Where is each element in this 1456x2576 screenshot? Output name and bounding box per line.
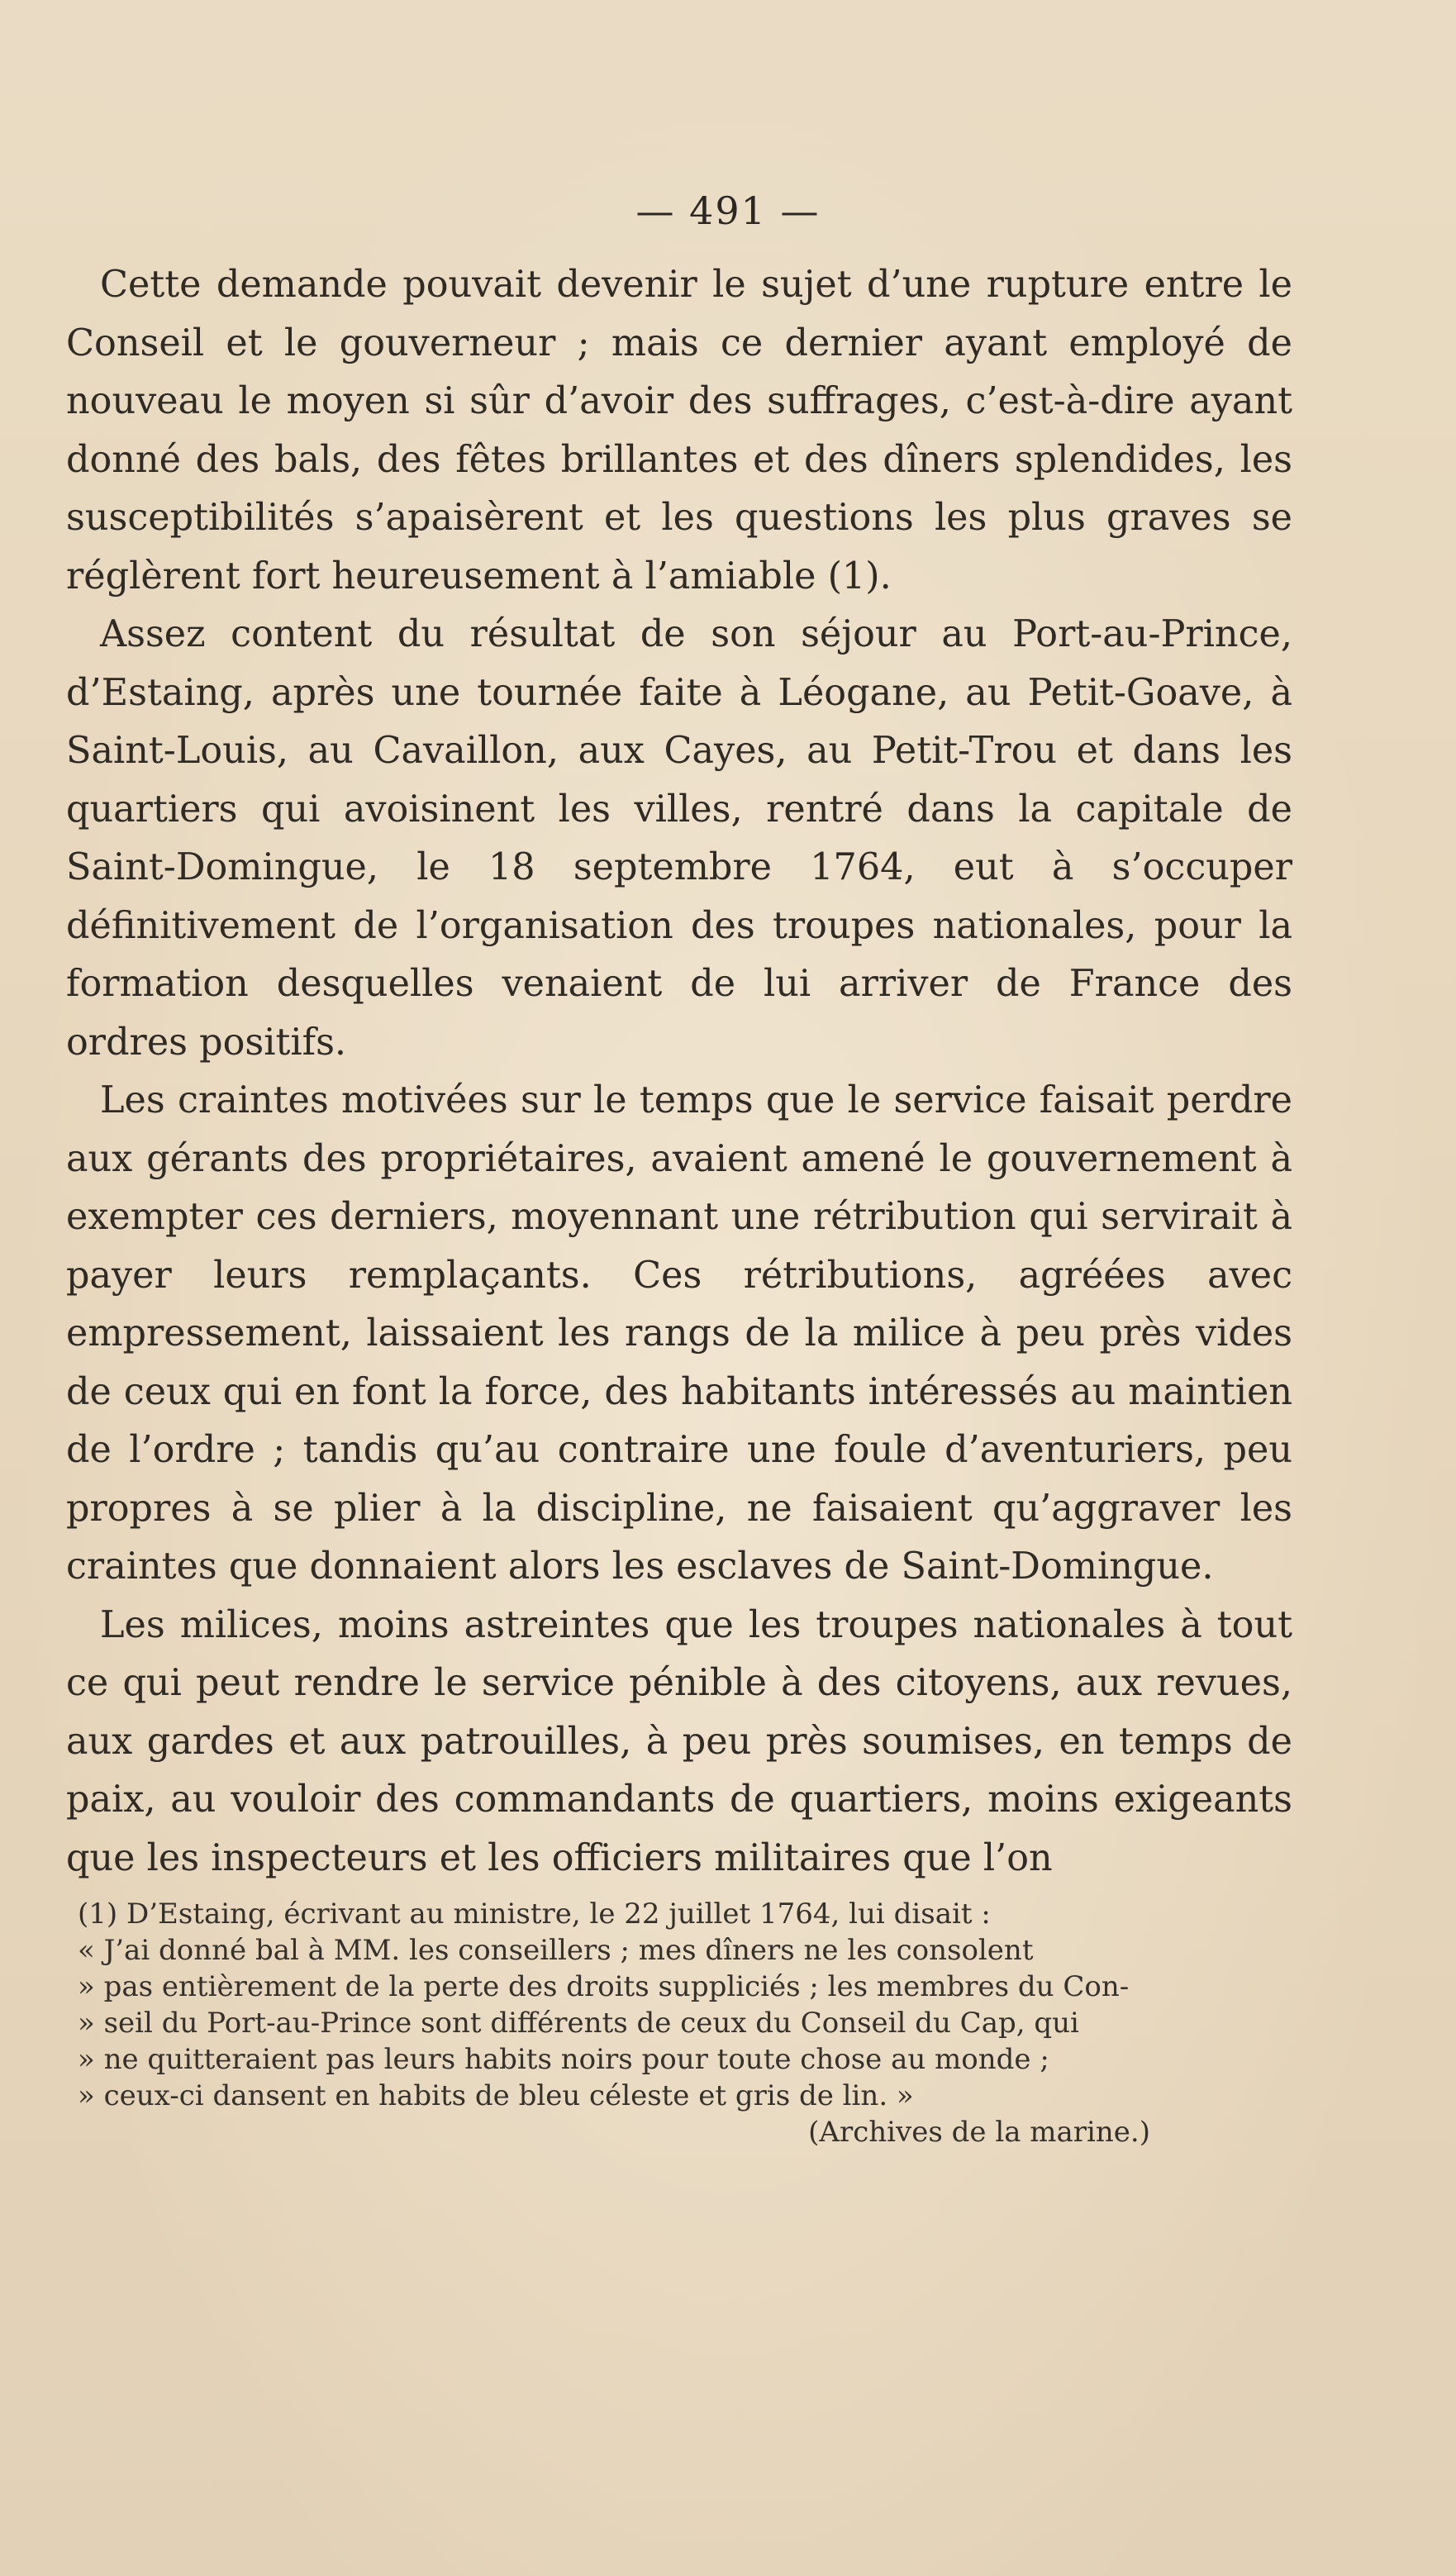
footnote-source: (Archives de la marine.) xyxy=(808,2116,1150,2149)
footnote-line: » pas entièrement de la perte des droits suppliciés ; les membres du Con- xyxy=(78,1970,1130,2003)
paragraph: Les craintes motivées sur le temps que le service faisait perdre aux gérants des propriétaires, avaient amené le gouvernement à exempter ces derniers, moyennant une rétribution qui servirait à payer leurs remplaçants. Ces rétributions, agréées avec empressement, laissaient les rangs de la milice à peu près vides de ceux qui en font la force, des habitants intéressés au maintien de l’ordre ; tandis qu’au contraire une foule d’aventuriers, peu propres à se plier à la discipline, ne faisaient qu’aggraver les craintes que donnaient alors les esclaves de Saint-Domingue. xyxy=(66,1079,1292,1588)
paragraph: Les milices, moins astreintes que les troupes nationales à tout ce qui peut rendre le service pénible à des citoyens, aux revues, aux gardes et aux patrouilles, à peu près soumises, en temps de paix, au vouloir des commandants de quartiers, moins exigeants que les inspecteurs et les officiers militaires que l’on xyxy=(66,1603,1292,1879)
footnote-line: « J’ai donné bal à MM. les conseillers ; mes dîners ne les consolent xyxy=(78,1934,1034,1967)
footnote-line: » ceux-ci dansent en habits de bleu céleste et gris de lin. » xyxy=(78,2079,914,2112)
paragraph: Cette demande pouvait devenir le sujet d’une rupture entre le Conseil et le gouverneur ; mais ce dernier ayant employé de nouveau le moyen si sûr d’avoir des suffrages, c’est-à-dire ayant donné des bals, des fêtes brillantes et des dîners splendides, les susceptibilités s’apaisèrent et les questions les plus graves se réglèrent fort heureusement à l’amiable (1). xyxy=(66,264,1292,598)
footnote xyxy=(78,1896,1256,2150)
footnote-line: » ne quitteraient pas leurs habits noirs pour toute chose au monde ; xyxy=(78,2043,1049,2076)
paragraph: Assez content du résultat de son séjour au Port-au-Prince, d’Estaing, après une tournée faite à Léogane, au Petit-Goave, à Saint-Louis, au Cavaillon, aux Cayes, au Petit-Trou et dans les quartiers qui avoisinent les villes, rentré dans la capitale de Saint-Domingue, le 18 septembre 1764, eut à s’occuper définitivement de l’organisation des troupes nationales, pour la formation desquelles venaient de lui arriver de France des ordres positifs. xyxy=(66,613,1292,1064)
page-number: — 491 — xyxy=(635,188,821,233)
footnote-line: (1) D’Estaing, écrivant au ministre, le 22 juillet 1764, lui disait : xyxy=(78,1897,991,1931)
body-text xyxy=(66,256,1292,1888)
footnote-line: » seil du Port-au-Prince sont différents de ceux du Conseil du Cap, qui xyxy=(78,2007,1079,2040)
